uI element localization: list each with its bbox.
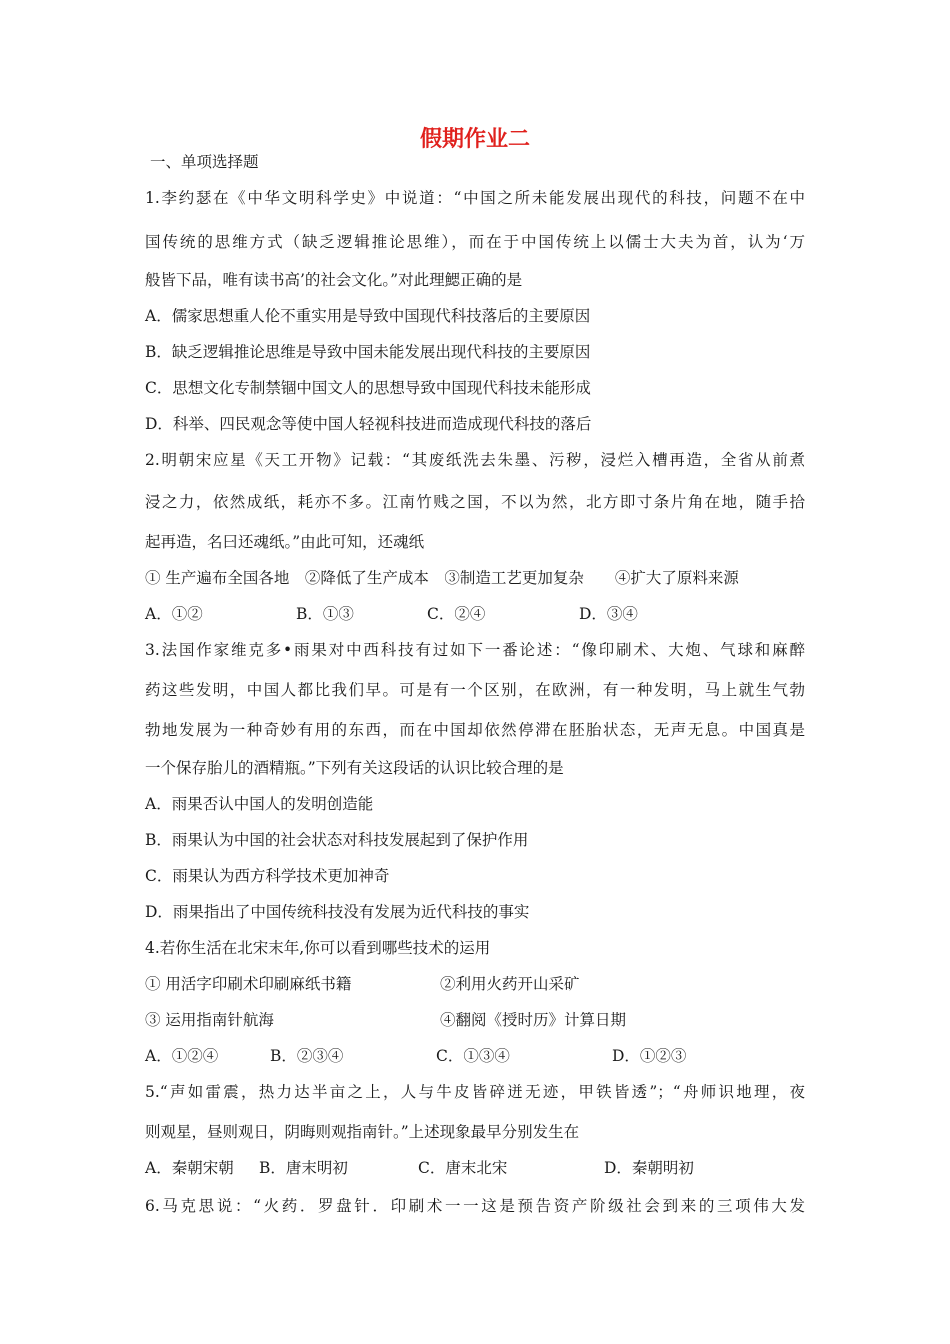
q3-stem-line-2: 药这些发明，中国人都比我们早。可是有一个区别，在欧洲，有一种发明，马上就生气勃 xyxy=(145,681,805,699)
q2-option-c: C．②④ xyxy=(427,605,486,623)
q2-option-b: B．①③ xyxy=(296,605,354,623)
q5-option-c: C．唐末北宋 xyxy=(418,1159,508,1177)
q5-stem-line-1: 5.“声如雷震，热力达半亩之上，人与牛皮皆碎迸无迹，甲铁皆透”；“舟师识地理，夜 xyxy=(145,1083,805,1101)
q3-stem-line-3: 勃地发展为一种奇妙有用的东西，而在中国却依然停滞在胚胎状态，无声无息。中国真是 xyxy=(145,721,805,739)
q3-option-b: B．雨果认为中国的社会状态对科技发展起到了保护作用 xyxy=(145,831,529,849)
section-heading: 一、单项选择题 xyxy=(150,153,259,171)
q4-option-d: D．①②③ xyxy=(612,1047,687,1065)
q2-stem-line-2: 浸之力，依然成纸，耗亦不多。江南竹贱之国，不以为然，北方即寸条片角在地，随手拾 xyxy=(145,493,805,511)
q1-stem-line-3: 般皆下品，唯有读书高’的社会文化。”对此理鰓正确的是 xyxy=(145,271,523,289)
q1-option-b: B．缺乏逻辑推论思维是导致中国未能发展出现代科技的主要原因 xyxy=(145,343,591,361)
q3-option-c: C．雨果认为西方科学技术更加神奇 xyxy=(145,867,390,885)
q1-option-d: D．科举、四民观念等使中国人轻视科技进而造成现代科技的落后 xyxy=(145,415,592,433)
q3-option-a: A．雨果否认中国人的发明创造能 xyxy=(145,795,374,813)
q2-stem-line-1: 2.明朝宋应星《天工开物》记载：“其废纸洗去朱墨、污秽，浸烂入槽再造，全省从前煮 xyxy=(145,451,805,469)
q5-option-a: A．秦朝宋朝 xyxy=(145,1159,234,1177)
q5-option-b: B．唐末明初 xyxy=(259,1159,348,1177)
q4-option-b: B．②③④ xyxy=(270,1047,344,1065)
q5-option-d: D．秦朝明初 xyxy=(604,1159,694,1177)
q4-statement-3: ③ 运用指南针航海 xyxy=(145,1011,274,1029)
q4-statement-4: ④翻阅《授时历》计算日期 xyxy=(440,1011,627,1029)
q3-stem-line-4: 一个保存胎儿的酒精瓶。”下列有关这段话的认识比较合理的是 xyxy=(145,759,564,777)
q1-stem-line-1: 1.李约瑟在《中华文明科学史》中说道：“中国之所未能发展出现代的科技，问题不在中 xyxy=(145,189,805,207)
q4-statement-2: ②利用火药开山采矿 xyxy=(440,975,580,993)
q1-option-c: C．思想文化专制禁锢中国文人的思想导致中国现代科技未能形成 xyxy=(145,379,591,397)
q4-stem-line-1: 4.若你生活在北宋末年,你可以看到哪些技术的运用 xyxy=(145,939,491,957)
q4-option-a: A．①②④ xyxy=(145,1047,219,1065)
q2-stem-line-3: 起再造，名曰还魂纸。”由此可知，还魂纸 xyxy=(145,533,425,551)
q3-option-d: D．雨果指出了中国传统科技没有发展为近代科技的事实 xyxy=(145,903,530,921)
page-title: 假期作业二 xyxy=(419,127,530,152)
q2-option-a: A．①② xyxy=(145,605,203,623)
q2-statements: ① 生产遍布全国各地 ②降低了生产成本 ③制造工艺更加复杂 ④扩大了原料来源 xyxy=(145,569,739,587)
q1-option-a: A．儒家思想重人伦不重实用是导致中国现代科技落后的主要原因 xyxy=(145,307,591,325)
q2-option-d: D．③④ xyxy=(579,605,638,623)
q4-statement-1: ① 用活字印刷术印刷麻纸书籍 xyxy=(145,975,352,993)
q4-option-c: C．①③④ xyxy=(436,1047,510,1065)
q6-stem-line-1: 6.马克思说：“火药．罗盘针．印刷术一一这是预告资产阶级社会到来的三项伟大发 xyxy=(145,1197,805,1215)
q3-stem-line-1: 3.法国作家维克多•雨果对中西科技有过如下一番论述：“像印刷术、大炮、气球和麻醉 xyxy=(145,641,805,659)
q1-stem-line-2: 国传统的思维方式（缺乏逻辑推论思维），而在于中国传统上以儒士大夫为首，认为‘万 xyxy=(145,233,805,251)
q5-stem-line-2: 则观星，昼则观日，阴晦则观指南针。”上述现象最早分别发生在 xyxy=(145,1123,580,1141)
